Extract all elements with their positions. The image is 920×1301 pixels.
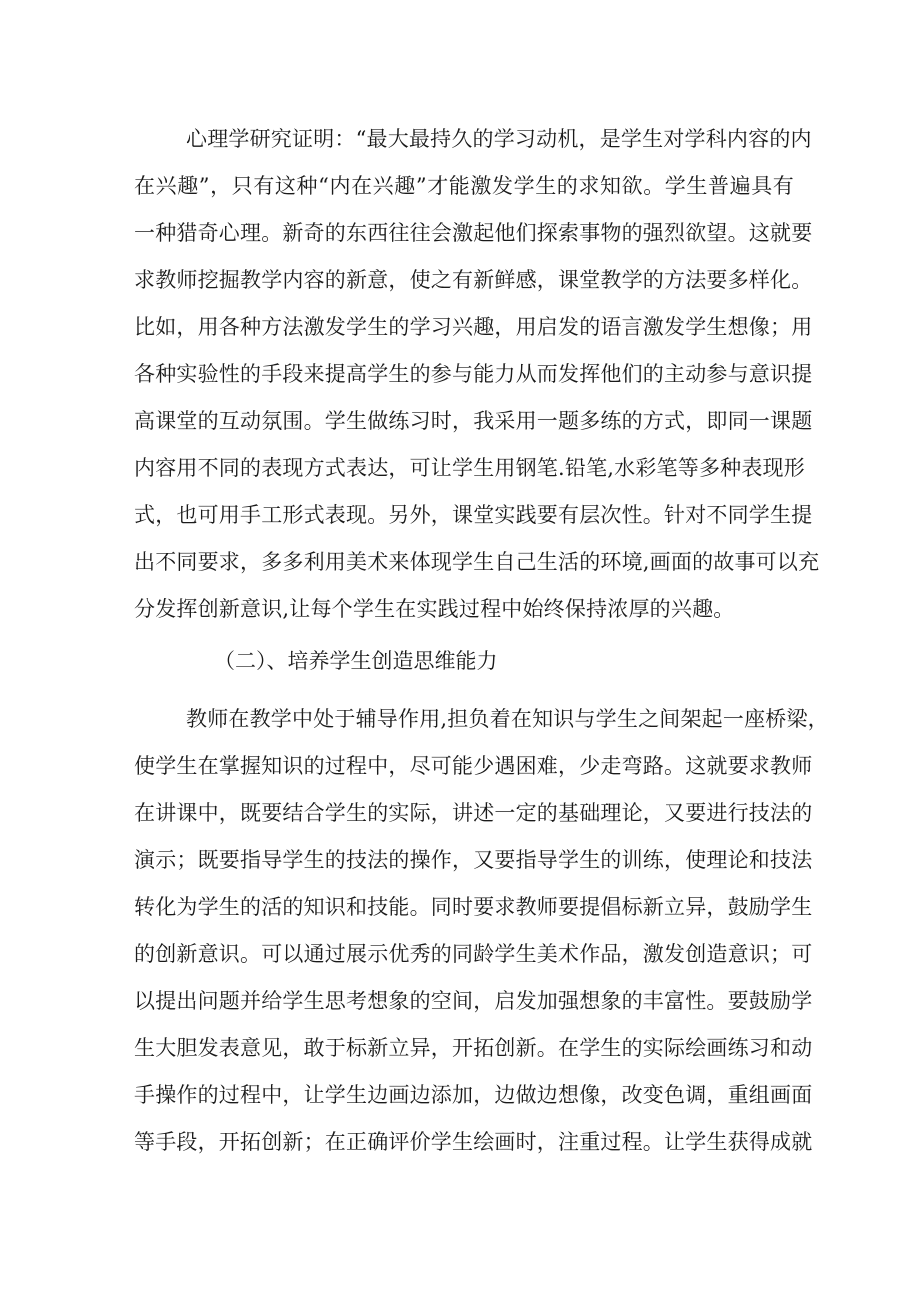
- paragraph-line: 比如，用各种方法激发学生的学习兴趣，用启发的语言激发学生想像；用: [134, 315, 813, 339]
- paragraph-line: 转化为学生的活的知识和技能。同时要求教师要提倡标新立异，鼓励学生: [134, 895, 813, 919]
- paragraph-line: 式，也可用手工形式表现。另外，课堂实践要有层次性。针对不同学生提: [134, 503, 813, 527]
- paragraph-line: 在讲课中，既要结合学生的实际，讲述一定的基础理论，又要进行技法的: [134, 801, 813, 825]
- paragraph-line: 在兴趣”，只有这种“内在兴趣”才能激发学生的求知欲。学生普遍具有: [134, 174, 794, 198]
- paragraph-line: 以提出问题并给学生思考想象的空间，启发加强想象的丰富性。要鼓励学: [134, 989, 813, 1013]
- paragraph-line: 高课堂的互动氛围。学生做练习时，我采用一题多练的方式，即同一课题: [134, 409, 813, 433]
- paragraph-line: 教师在教学中处于辅导作用,担负着在知识与学生之间架起一座桥梁，: [186, 707, 829, 731]
- paragraph-line: 演示；既要指导学生的技法的操作，又要指导学生的训练，使理论和技法: [134, 848, 813, 872]
- section-heading: （二）、培养学生创造思维能力: [214, 649, 498, 673]
- paragraph-line: 等手段，开拓创新；在正确评价学生绘画时，注重过程。让学生获得成就: [134, 1130, 813, 1154]
- paragraph-line: 出不同要求，多多利用美术来体现学生自己生活的环境,画面的故事可以充: [134, 550, 820, 574]
- paragraph-line: 分发挥创新意识,让每个学生在实践过程中始终保持浓厚的兴趣。: [134, 597, 735, 621]
- paragraph-line: 心理学研究证明：“最大最持久的学习动机，是学生对学科内容的内: [186, 127, 812, 151]
- paragraph-line: 求教师挖掘教学内容的新意，使之有新鲜感，课堂教学的方法要多样化。: [134, 268, 813, 292]
- paragraph-line: 一种猎奇心理。新奇的东西往往会激起他们探索事物的强烈欲望。这就要: [134, 221, 813, 245]
- paragraph-line: 内容用不同的表现方式表达，可让学生用钢笔.铅笔,水彩笔等多种表现形: [134, 456, 805, 480]
- paragraph-line: 的创新意识。可以通过展示优秀的同龄学生美术作品，激发创造意识；可: [134, 942, 813, 966]
- paragraph-line: 使学生在掌握知识的过程中，尽可能少遇困难，少走弯路。这就要求教师: [134, 754, 813, 778]
- paragraph-line: 生大胆发表意见，敢于标新立异，开拓创新。在学生的实际绘画练习和动: [134, 1036, 813, 1060]
- paragraph-line: 手操作的过程中，让学生边画边添加，边做边想像，改变色调，重组画面: [134, 1083, 813, 1107]
- paragraph-line: 各种实验性的手段来提高学生的参与能力从而发挥他们的主动参与意识提: [134, 362, 813, 386]
